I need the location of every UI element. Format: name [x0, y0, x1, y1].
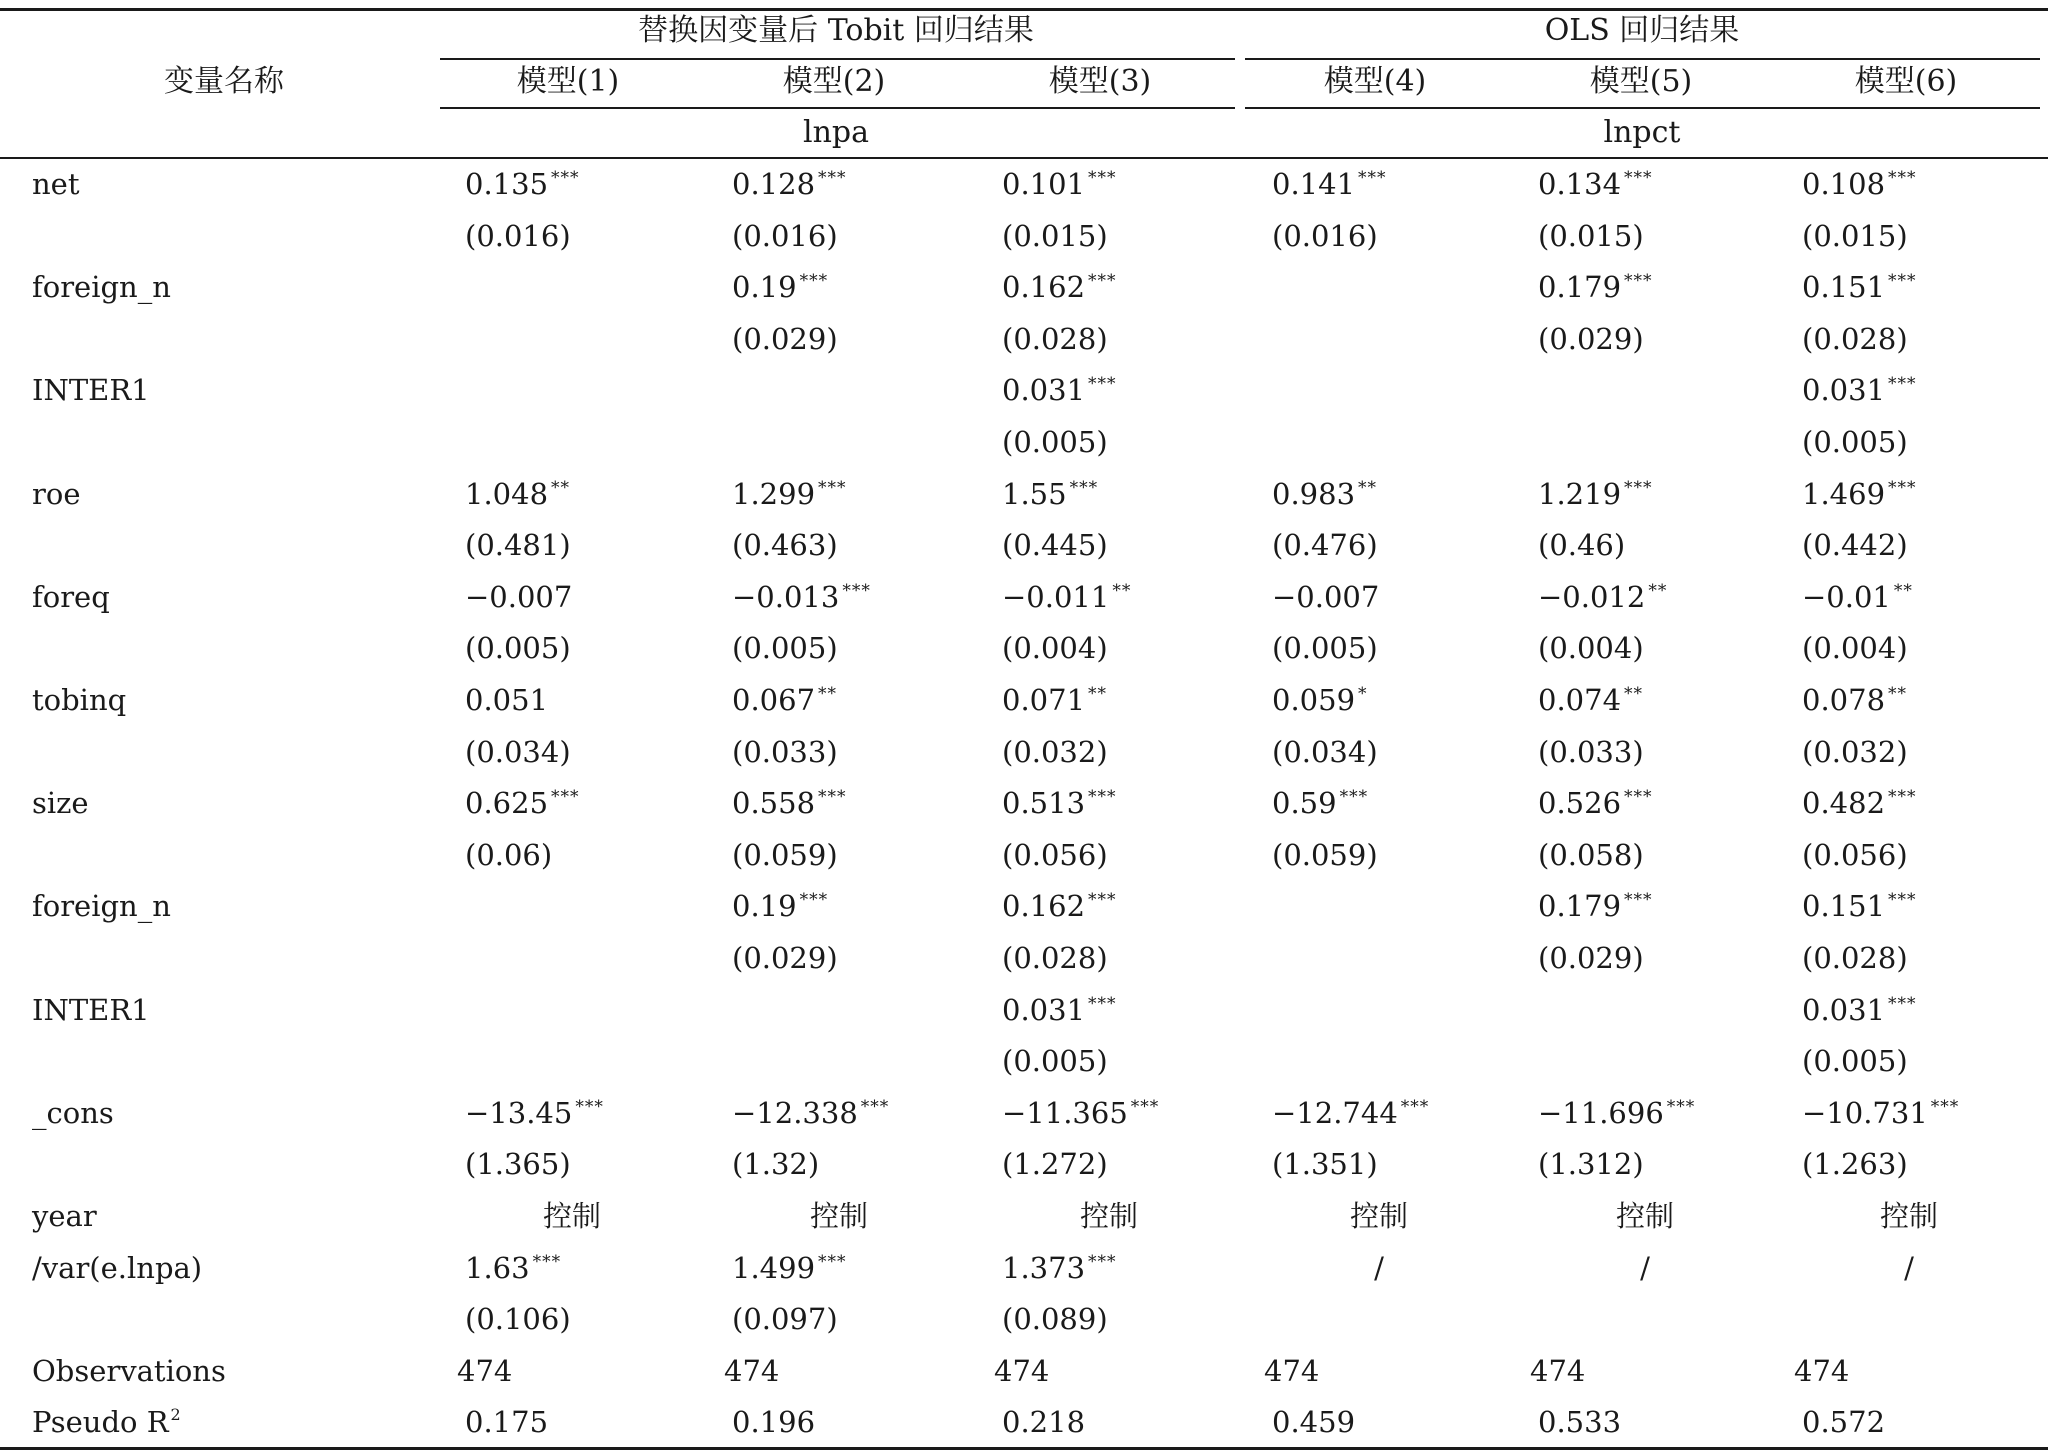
standard-error-model-6: (0.005) [1802, 425, 1908, 459]
observations-model-1: 474 [457, 1353, 513, 1388]
significance-stars: *** [1088, 787, 1117, 808]
standard-error-model-3: (0.015) [1002, 218, 1108, 253]
significance-stars: *** [1666, 1096, 1696, 1117]
coefficient-model-3: 0.162 *** [1002, 270, 1117, 305]
standard-error-model-4: (1.351) [1272, 1147, 1378, 1182]
standard-error-model-6: (0.032) [1802, 734, 1908, 769]
significance-stars: *** [1088, 1251, 1117, 1272]
coefficient-model-1: 1.63 *** [465, 1250, 562, 1285]
standard-error-model-2: (0.029) [732, 941, 838, 975]
coefficient-model-6: 0.078 ** [1802, 683, 1908, 717]
coefficient-model-2: 0.19 *** [732, 270, 829, 305]
coefficient-model-2: 0.128 *** [732, 167, 847, 201]
coefficient-model-6: 0.031 *** [1802, 373, 1917, 408]
coefficient-model-4: −0.007 [1272, 579, 1380, 614]
control-cell-model-4: 控制 [1349, 1199, 1409, 1233]
coefficient-model-3: −11.365 *** [1002, 1095, 1160, 1130]
standard-error-model-4: (0.476) [1272, 528, 1378, 563]
pseudo-r2-model-5: 0.533 [1538, 1405, 1622, 1440]
significance-stars: *** [1888, 890, 1917, 911]
coefficient-model-1: 0.625 *** [465, 786, 580, 821]
control-cell-model-1: 控制 [542, 1199, 602, 1233]
control-cell-model-5: 控制 [1615, 1199, 1675, 1233]
standard-error-model-6: (0.028) [1802, 321, 1908, 356]
not-applicable-model-5: / [1640, 1250, 1650, 1285]
standard-error-model-5: (0.029) [1538, 941, 1644, 975]
observations-model-3: 474 [994, 1353, 1050, 1388]
bottom-rule [0, 1447, 2048, 1450]
coefficient-model-6: −0.01 ** [1802, 579, 1913, 614]
standard-error-model-2: (0.033) [732, 734, 838, 769]
standard-error-model-4: (0.059) [1272, 837, 1378, 872]
pseudo-r2-model-6: 0.572 [1802, 1405, 1886, 1440]
standard-error-model-2: (0.059) [732, 837, 838, 872]
coefficient-model-5: 0.526 *** [1538, 786, 1653, 821]
significance-stars: ** [1358, 477, 1378, 498]
significance-stars: *** [1088, 168, 1117, 188]
coefficient-model-2: 0.19 *** [732, 889, 829, 924]
coefficient-model-1: 1.048 ** [465, 476, 571, 511]
standard-error-model-6: (0.028) [1802, 941, 1908, 975]
coefficient-model-3: 0.031 *** [1002, 373, 1117, 408]
standard-error-model-1: (0.034) [465, 734, 571, 769]
standard-error-model-4: (0.034) [1272, 734, 1378, 769]
significance-stars: *** [575, 1096, 604, 1117]
coefficient-model-3: 0.071 ** [1002, 683, 1108, 717]
coefficient-model-3: −0.011 ** [1002, 579, 1132, 614]
dependent-var-tobit: lnpa [802, 115, 870, 150]
row-label: tobinq [32, 683, 127, 717]
significance-stars: ** [1112, 580, 1132, 601]
row-label: Pseudo R $^2$ [32, 1405, 181, 1440]
significance-stars: *** [551, 787, 580, 808]
significance-stars: *** [551, 168, 580, 188]
model-4-header: 模型(4) [1323, 64, 1427, 99]
coefficient-model-1: −0.007 [465, 579, 573, 614]
standard-error-model-6: (0.005) [1802, 1044, 1908, 1079]
coefficient-model-4: 0.59 *** [1272, 786, 1369, 821]
coefficient-model-4: −12.744 *** [1272, 1095, 1430, 1130]
standard-error-model-2: (0.463) [732, 528, 838, 563]
coefficient-model-3: 0.031 *** [1002, 992, 1117, 1027]
standard-error-model-1: (0.106) [465, 1302, 571, 1337]
row-label: year [32, 1199, 97, 1233]
observations-model-4: 474 [1264, 1353, 1320, 1388]
not-applicable-model-6: / [1904, 1250, 1914, 1285]
standard-error-model-1: (0.005) [465, 631, 571, 666]
coefficient-model-5: 0.179 *** [1538, 270, 1653, 305]
control-cell-model-6: 控制 [1879, 1199, 1939, 1233]
significance-stars: *** [842, 580, 871, 601]
coefficient-model-2: 0.067 ** [732, 683, 838, 717]
significance-stars: ** [1888, 684, 1908, 704]
significance-stars: *** [818, 168, 847, 188]
standard-error-model-1: (0.016) [465, 218, 571, 253]
coefficient-model-1: 0.135 *** [465, 167, 580, 201]
coefficient-model-6: 0.031 *** [1802, 992, 1917, 1027]
standard-error-model-2: (1.32) [732, 1147, 820, 1182]
row-label: net [32, 167, 80, 201]
standard-error-model-3: (0.028) [1002, 941, 1108, 975]
standard-error-model-4: (0.016) [1272, 218, 1378, 253]
group2-underline [1245, 58, 2040, 60]
coefficient-model-6: 0.151 *** [1802, 889, 1917, 924]
coefficient-model-5: 0.179 *** [1538, 889, 1653, 924]
significance-stars: *** [1888, 374, 1917, 395]
coefficient-model-4: 0.059 * [1272, 683, 1368, 717]
coefficient-model-4: 0.983 ** [1272, 476, 1378, 511]
standard-error-model-5: (1.312) [1538, 1147, 1644, 1182]
coefficient-model-5: 1.219 *** [1538, 476, 1653, 511]
standard-error-model-2: (0.016) [732, 218, 838, 253]
model-2-header: 模型(2) [782, 64, 886, 99]
standard-error-model-6: (1.263) [1802, 1147, 1908, 1182]
significance-stars: ** [818, 684, 838, 704]
coefficient-model-5: 0.074 ** [1538, 683, 1644, 717]
standard-error-model-5: (0.058) [1538, 837, 1644, 872]
observations-model-6: 474 [1794, 1353, 1850, 1388]
coefficient-model-3: 1.373 *** [1002, 1250, 1117, 1285]
significance-stars: *** [799, 271, 829, 292]
significance-stars: *** [799, 890, 829, 911]
standard-error-model-3: (1.272) [1002, 1147, 1108, 1182]
significance-stars: *** [1888, 993, 1917, 1014]
coefficient-model-6: 0.482 *** [1802, 786, 1917, 821]
standard-error-model-3: (0.056) [1002, 837, 1108, 872]
row-label: INTER1 [32, 373, 150, 408]
model-1-header: 模型(1) [516, 64, 620, 99]
significance-stars: ** [1624, 684, 1644, 704]
standard-error-model-1: (1.365) [465, 1147, 571, 1182]
header-rule [0, 157, 2048, 159]
observations-model-5: 474 [1530, 1353, 1586, 1388]
significance-stars: *** [1130, 1096, 1160, 1117]
coefficient-model-1: −13.45 *** [465, 1095, 604, 1130]
standard-error-model-4: (0.005) [1272, 631, 1378, 666]
standard-error-model-5: (0.015) [1538, 218, 1644, 253]
significance-stars: ** [1893, 580, 1913, 601]
standard-error-model-5: (0.033) [1538, 734, 1644, 769]
standard-error-model-3: (0.089) [1002, 1302, 1108, 1337]
control-cell-model-2: 控制 [809, 1199, 869, 1233]
coefficient-model-3: 0.101 *** [1002, 167, 1117, 201]
standard-error-model-2: (0.097) [732, 1302, 838, 1337]
model2-underline [1245, 107, 2040, 109]
coefficient-model-3: 0.513 *** [1002, 786, 1117, 821]
significance-stars: *** [1624, 890, 1653, 911]
ols-group-header: OLS 回归结果 [1544, 13, 1740, 48]
row-label: roe [32, 476, 81, 511]
tobit-group-header: 替换因变量后 Tobit 回归结果 [638, 13, 1034, 48]
standard-error-model-2: (0.005) [732, 631, 838, 666]
significance-stars: *** [1088, 993, 1117, 1014]
standard-error-model-3: (0.005) [1002, 1044, 1108, 1079]
significance-stars: *** [1930, 1096, 1960, 1117]
pseudo-r2-model-3: 0.218 [1002, 1405, 1086, 1440]
row-label: size [32, 786, 89, 821]
pseudo-r2-model-1: 0.175 [465, 1405, 549, 1440]
significance-stars: *** [1088, 271, 1117, 292]
coefficient-model-2: −0.013 *** [732, 579, 871, 614]
model-5-header: 模型(5) [1589, 64, 1693, 99]
row-label: Observations [32, 1353, 226, 1388]
significance-stars: *** [1400, 1096, 1430, 1117]
standard-error-model-2: (0.029) [732, 321, 838, 356]
row-label: /var(e.lnpa) [32, 1250, 203, 1285]
group1-underline [440, 58, 1235, 60]
significance-stars: *** [1624, 271, 1653, 292]
row-label: foreign_n [32, 270, 171, 305]
significance-stars: *** [860, 1096, 890, 1117]
significance-stars: ** [1648, 580, 1668, 601]
standard-error-model-3: (0.004) [1002, 631, 1108, 666]
standard-error-model-6: (0.004) [1802, 631, 1908, 666]
significance-stars: *** [1888, 168, 1917, 188]
coefficient-model-5: −0.012 ** [1538, 579, 1668, 614]
significance-stars: *** [1888, 477, 1917, 498]
significance-stars: *** [1088, 374, 1117, 395]
coefficient-model-2: −12.338 *** [732, 1095, 890, 1130]
significance-stars: *** [818, 477, 847, 498]
standard-error-model-6: (0.442) [1802, 528, 1908, 563]
coefficient-model-6: 0.108 *** [1802, 167, 1917, 201]
coefficient-model-6: 1.469 *** [1802, 476, 1917, 511]
r2-superscript: 2 [170, 1405, 181, 1425]
significance-stars: *** [1888, 787, 1917, 808]
dependent-var-ols: lnpct [1603, 115, 1681, 150]
significance-stars: *** [532, 1251, 562, 1272]
pseudo-r2-model-4: 0.459 [1272, 1405, 1356, 1440]
standard-error-model-3: (0.032) [1002, 734, 1108, 769]
significance-stars: *** [1358, 168, 1387, 188]
coefficient-model-5: 0.134 *** [1538, 167, 1653, 201]
row-label: foreq [32, 579, 110, 614]
row-label: _cons [32, 1095, 114, 1130]
model-3-header: 模型(3) [1048, 64, 1152, 99]
standard-error-model-1: (0.06) [465, 837, 553, 872]
significance-stars: *** [1624, 168, 1653, 188]
coefficient-model-4: 0.141 *** [1272, 167, 1387, 201]
row-label: foreign_n [32, 889, 171, 924]
pseudo-r2-model-2: 0.196 [732, 1405, 816, 1440]
standard-error-model-5: (0.46) [1538, 528, 1626, 563]
significance-stars: *** [1339, 787, 1369, 808]
significance-stars: * [1358, 684, 1368, 704]
standard-error-model-6: (0.056) [1802, 837, 1908, 872]
coefficient-model-3: 0.162 *** [1002, 889, 1117, 924]
significance-stars: *** [818, 1251, 847, 1272]
standard-error-model-3: (0.005) [1002, 425, 1108, 459]
coefficient-model-6: −10.731 *** [1802, 1095, 1960, 1130]
coefficient-model-2: 0.558 *** [732, 786, 847, 821]
standard-error-model-6: (0.015) [1802, 218, 1908, 253]
coefficient-model-2: 1.499 *** [732, 1250, 847, 1285]
coefficient-model-1: 0.051 [465, 683, 549, 717]
coefficient-model-5: −11.696 *** [1538, 1095, 1696, 1130]
standard-error-model-5: (0.029) [1538, 321, 1644, 356]
standard-error-model-3: (0.028) [1002, 321, 1108, 356]
significance-stars: *** [818, 787, 847, 808]
significance-stars: *** [1888, 271, 1917, 292]
variable-name-header: 变量名称 [164, 64, 284, 99]
not-applicable-model-4: / [1374, 1250, 1384, 1285]
coefficient-model-3: 1.55 *** [1002, 476, 1099, 511]
top-rule [0, 8, 2048, 11]
significance-stars: *** [1069, 477, 1099, 498]
significance-stars: ** [1088, 684, 1108, 704]
standard-error-model-3: (0.445) [1002, 528, 1108, 563]
significance-stars: *** [1624, 787, 1653, 808]
control-cell-model-3: 控制 [1079, 1199, 1139, 1233]
coefficient-model-2: 1.299 *** [732, 476, 847, 511]
significance-stars: *** [1088, 890, 1117, 911]
coefficient-model-6: 0.151 *** [1802, 270, 1917, 305]
model1-underline [440, 107, 1235, 109]
significance-stars: *** [1624, 477, 1653, 498]
row-label: INTER1 [32, 992, 150, 1027]
observations-model-2: 474 [724, 1353, 780, 1388]
standard-error-model-1: (0.481) [465, 528, 571, 563]
model-6-header: 模型(6) [1854, 64, 1958, 99]
significance-stars: ** [551, 477, 571, 498]
standard-error-model-5: (0.004) [1538, 631, 1644, 666]
